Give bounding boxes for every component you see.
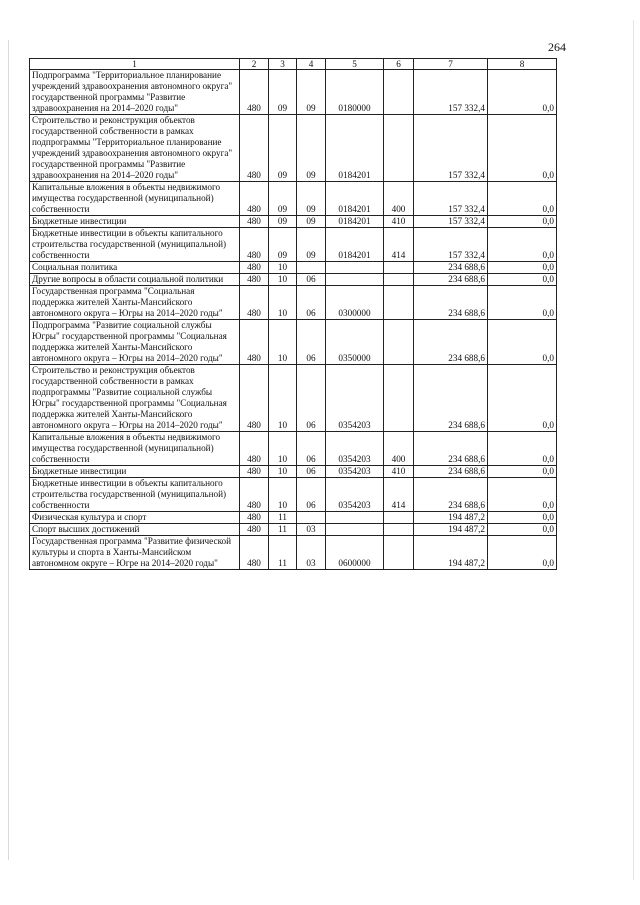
row-expense-type: 410 — [384, 216, 414, 228]
row-name: Бюджетные инвестиции — [30, 466, 240, 478]
table-body — [30, 70, 557, 570]
row-expense-type — [384, 512, 414, 524]
row-admin-code: 480 — [240, 466, 269, 478]
row-name: Спорт высших достижений — [30, 524, 240, 536]
row-subsection: 09 — [297, 182, 326, 216]
row-target-code — [326, 274, 384, 286]
row-amount-extra: 0,0 — [488, 478, 557, 512]
row-expense-type — [384, 365, 414, 432]
row-admin-code: 480 — [240, 512, 269, 524]
header-col-4: 4 — [297, 59, 326, 70]
row-amount-extra: 0,0 — [488, 365, 557, 432]
row-section: 11 — [269, 512, 297, 524]
row-name: Строительство и реконструкция объектов государственной собственности в рамках подпрограммы "Развитие социальной службы Югры" государственной программы "Социальная поддержка жителей Ханты-Мансийского автономного округа – Югры на 2014–2020 годы" — [30, 365, 240, 432]
table-row — [30, 70, 557, 115]
row-amount-extra: 0,0 — [488, 536, 557, 570]
row-target-code: 0354203 — [326, 432, 384, 466]
table-header — [30, 59, 557, 70]
table-row — [30, 432, 557, 466]
row-target-code: 0184201 — [326, 115, 384, 182]
row-section: 09 — [269, 70, 297, 115]
row-target-code — [326, 512, 384, 524]
budget-table — [29, 58, 557, 570]
row-expense-type: 400 — [384, 432, 414, 466]
row-target-code: 0354203 — [326, 365, 384, 432]
row-section: 09 — [269, 228, 297, 262]
row-amount: 194 487,2 — [414, 524, 488, 536]
row-amount: 234 688,6 — [414, 466, 488, 478]
row-amount: 234 688,6 — [414, 320, 488, 365]
row-amount-extra: 0,0 — [488, 320, 557, 365]
row-subsection: 06 — [297, 432, 326, 466]
table-row — [30, 320, 557, 365]
row-amount: 234 688,6 — [414, 262, 488, 274]
table-row — [30, 182, 557, 216]
row-amount: 157 332,4 — [414, 70, 488, 115]
row-section: 10 — [269, 365, 297, 432]
row-amount: 234 688,6 — [414, 478, 488, 512]
scan-edge-right — [633, 20, 634, 880]
row-name: Подпрограмма "Развитие социальной службы Югры" государственной программы "Социальная поддержка жителей Ханты-Мансийского автономного округа – Югры на 2014–2020 годы" — [30, 320, 240, 365]
row-section: 10 — [269, 478, 297, 512]
row-admin-code: 480 — [240, 274, 269, 286]
row-name: Социальная политика — [30, 262, 240, 274]
row-amount: 157 332,4 — [414, 216, 488, 228]
row-name: Бюджетные инвестиции в объекты капитального строительства государственной (муниципальной) собственности — [30, 478, 240, 512]
row-subsection: 09 — [297, 216, 326, 228]
row-expense-type — [384, 524, 414, 536]
row-subsection: 03 — [297, 524, 326, 536]
row-name: Бюджетные инвестиции — [30, 216, 240, 228]
row-admin-code: 480 — [240, 262, 269, 274]
row-amount: 194 487,2 — [414, 536, 488, 570]
row-target-code — [326, 524, 384, 536]
header-col-6: 6 — [384, 59, 414, 70]
row-amount: 234 688,6 — [414, 432, 488, 466]
row-section: 09 — [269, 216, 297, 228]
header-col-1: 1 — [30, 59, 240, 70]
table-row — [30, 115, 557, 182]
row-amount-extra: 0,0 — [488, 274, 557, 286]
row-target-code: 0180000 — [326, 70, 384, 115]
row-expense-type: 414 — [384, 228, 414, 262]
row-subsection: 03 — [297, 536, 326, 570]
row-name: Государственная программа "Социальная поддержка жителей Ханты-Мансийского автономного округа – Югры на 2014–2020 годы" — [30, 286, 240, 320]
row-section: 11 — [269, 536, 297, 570]
table-row — [30, 478, 557, 512]
table-row — [30, 524, 557, 536]
scan-edge-left — [8, 40, 9, 860]
row-subsection: 09 — [297, 228, 326, 262]
table-row — [30, 262, 557, 274]
table-row — [30, 216, 557, 228]
row-target-code: 0350000 — [326, 320, 384, 365]
row-name: Подпрограмма "Территориальное планирование учреждений здравоохранения автономного округа" государственной программы "Развитие здравоохранения на 2014–2020 годы" — [30, 70, 240, 115]
row-admin-code: 480 — [240, 536, 269, 570]
row-section: 10 — [269, 432, 297, 466]
row-expense-type: 414 — [384, 478, 414, 512]
row-expense-type — [384, 286, 414, 320]
row-amount-extra: 0,0 — [488, 466, 557, 478]
row-target-code: 0184201 — [326, 182, 384, 216]
row-admin-code: 480 — [240, 432, 269, 466]
table-row — [30, 536, 557, 570]
header-col-8: 8 — [488, 59, 557, 70]
row-name: Другие вопросы в области социальной политики — [30, 274, 240, 286]
row-admin-code: 480 — [240, 216, 269, 228]
row-subsection: 09 — [297, 70, 326, 115]
row-amount-extra: 0,0 — [488, 512, 557, 524]
row-amount-extra: 0,0 — [488, 70, 557, 115]
row-subsection: 06 — [297, 466, 326, 478]
row-admin-code: 480 — [240, 478, 269, 512]
table-row — [30, 365, 557, 432]
header-col-7: 7 — [414, 59, 488, 70]
header-col-2: 2 — [240, 59, 269, 70]
row-target-code: 0184201 — [326, 216, 384, 228]
row-name: Государственная программа "Развитие физической культуры и спорта в Ханты-Мансийском автономном округе – Югре на 2014–2020 годы" — [30, 536, 240, 570]
row-subsection — [297, 262, 326, 274]
row-amount-extra: 0,0 — [488, 432, 557, 466]
row-expense-type — [384, 536, 414, 570]
row-subsection: 09 — [297, 115, 326, 182]
header-col-3: 3 — [269, 59, 297, 70]
row-name: Капитальные вложения в объекты недвижимого имущества государственной (муниципальной) собственности — [30, 182, 240, 216]
row-name: Капитальные вложения в объекты недвижимого имущества государственной (муниципальной) собственности — [30, 432, 240, 466]
row-target-code: 0600000 — [326, 536, 384, 570]
row-name: Строительство и реконструкция объектов государственной собственности в рамках подпрограммы "Территориальное планирование учреждений здравоохранения автономного округа" государственной программы "Развитие здравоохранения на 2014–2020 годы" — [30, 115, 240, 182]
table-row — [30, 274, 557, 286]
row-amount: 234 688,6 — [414, 274, 488, 286]
row-name: Бюджетные инвестиции в объекты капитального строительства государственной (муниципальной) собственности — [30, 228, 240, 262]
row-admin-code: 480 — [240, 228, 269, 262]
row-admin-code: 480 — [240, 524, 269, 536]
row-admin-code: 480 — [240, 115, 269, 182]
row-section: 10 — [269, 262, 297, 274]
row-amount-extra: 0,0 — [488, 216, 557, 228]
row-admin-code: 480 — [240, 70, 269, 115]
row-expense-type: 400 — [384, 182, 414, 216]
row-section: 10 — [269, 286, 297, 320]
row-admin-code: 480 — [240, 320, 269, 365]
row-target-code: 0300000 — [326, 286, 384, 320]
row-expense-type: 410 — [384, 466, 414, 478]
row-admin-code: 480 — [240, 182, 269, 216]
row-section: 09 — [269, 182, 297, 216]
row-section: 10 — [269, 466, 297, 478]
row-expense-type — [384, 274, 414, 286]
table-row — [30, 512, 557, 524]
row-section: 10 — [269, 274, 297, 286]
page-number: 264 — [548, 40, 566, 54]
row-section: 11 — [269, 524, 297, 536]
row-target-code: 0354203 — [326, 478, 384, 512]
row-amount: 234 688,6 — [414, 286, 488, 320]
row-amount-extra: 0,0 — [488, 524, 557, 536]
row-amount-extra: 0,0 — [488, 182, 557, 216]
row-subsection: 06 — [297, 365, 326, 432]
row-name: Физическая культура и спорт — [30, 512, 240, 524]
table-row — [30, 286, 557, 320]
row-expense-type — [384, 262, 414, 274]
header-row — [30, 59, 557, 70]
table-row — [30, 466, 557, 478]
row-amount-extra: 0,0 — [488, 228, 557, 262]
row-target-code: 0354203 — [326, 466, 384, 478]
row-amount: 157 332,4 — [414, 115, 488, 182]
row-admin-code: 480 — [240, 286, 269, 320]
row-subsection: 06 — [297, 320, 326, 365]
row-target-code: 0184201 — [326, 228, 384, 262]
row-expense-type — [384, 320, 414, 365]
row-subsection — [297, 512, 326, 524]
row-subsection: 06 — [297, 478, 326, 512]
row-subsection: 06 — [297, 286, 326, 320]
row-expense-type — [384, 115, 414, 182]
row-expense-type — [384, 70, 414, 115]
row-amount-extra: 0,0 — [488, 115, 557, 182]
row-amount: 157 332,4 — [414, 182, 488, 216]
row-amount-extra: 0,0 — [488, 286, 557, 320]
row-target-code — [326, 262, 384, 274]
row-section: 09 — [269, 115, 297, 182]
row-section: 10 — [269, 320, 297, 365]
header-col-5: 5 — [326, 59, 384, 70]
row-amount: 234 688,6 — [414, 365, 488, 432]
row-amount: 157 332,4 — [414, 228, 488, 262]
table-row — [30, 228, 557, 262]
row-amount: 194 487,2 — [414, 512, 488, 524]
row-amount-extra: 0,0 — [488, 262, 557, 274]
row-subsection: 06 — [297, 274, 326, 286]
row-admin-code: 480 — [240, 365, 269, 432]
